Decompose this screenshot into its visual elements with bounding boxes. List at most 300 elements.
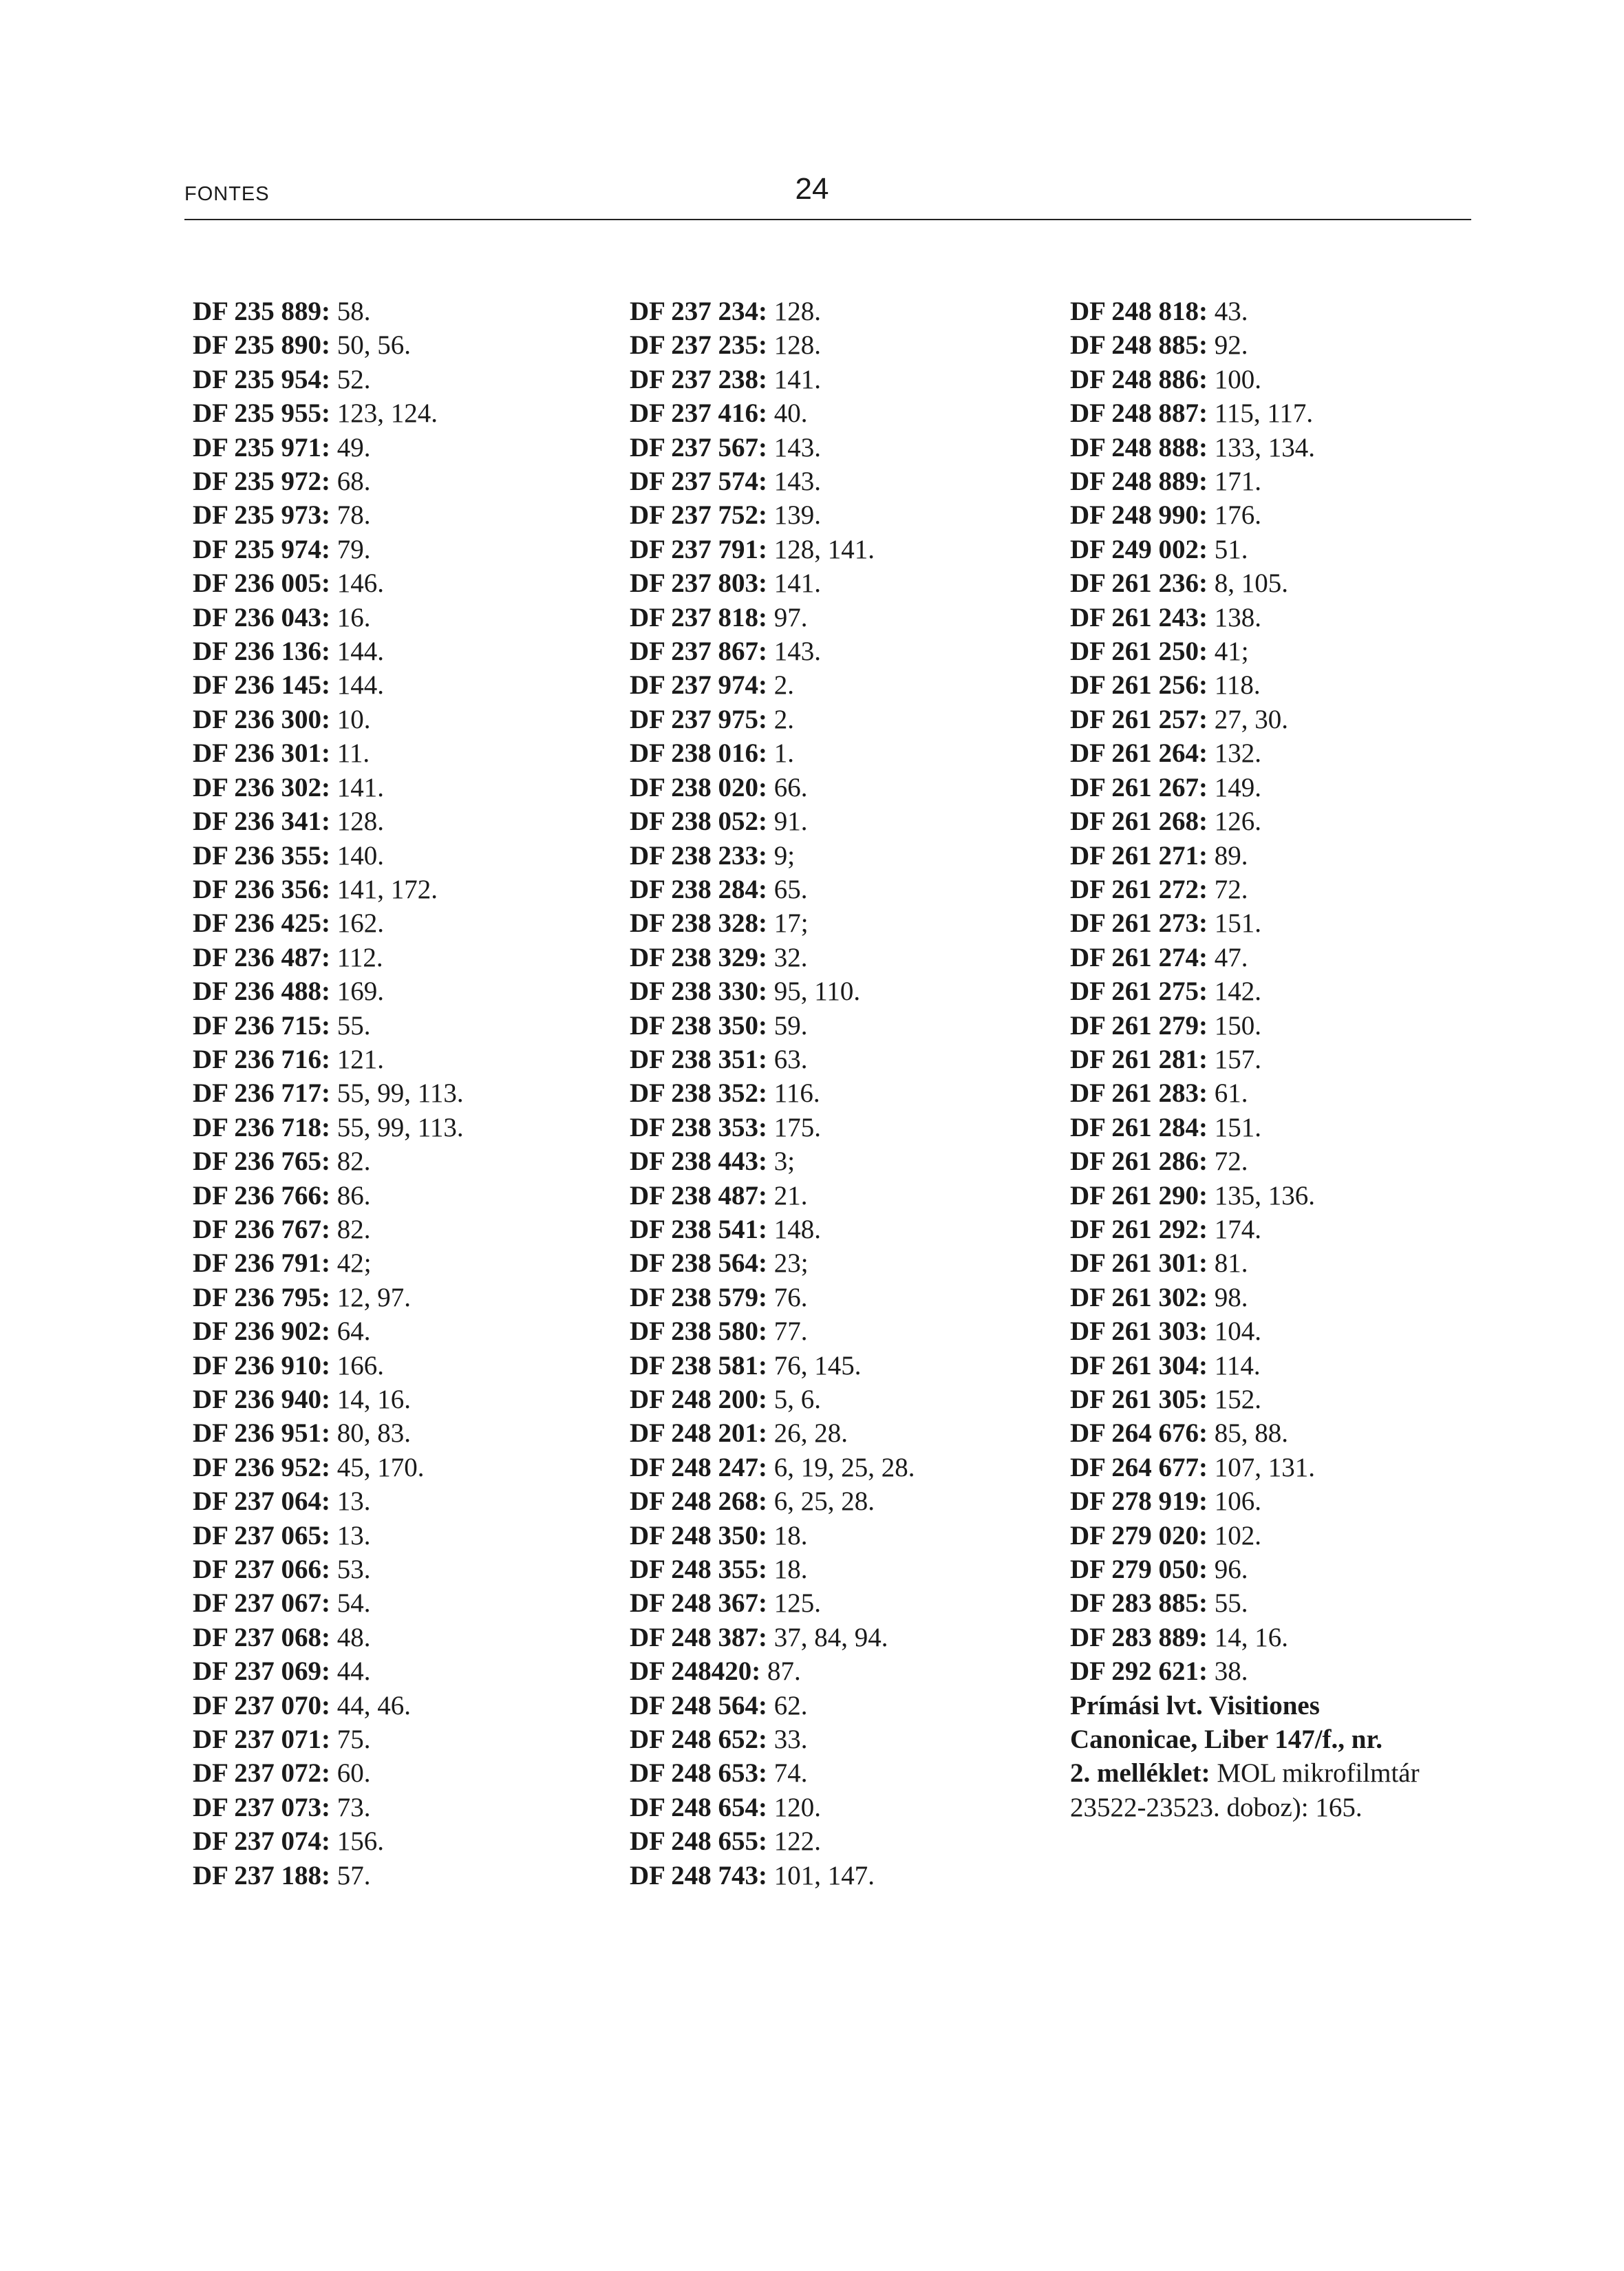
index-entry-pages: 6, 25, 28. — [767, 1486, 875, 1517]
index-entry — [193, 566, 592, 600]
index-entry-label: DF 238 351: — [630, 1044, 768, 1074]
index-entry-label: DF 261 272: — [1070, 874, 1208, 904]
index-entry-label: DF 248 818: — [1070, 297, 1208, 326]
index-entry-label: DF 236 145: — [193, 670, 331, 701]
index-entry-label: DF 248 888: — [1070, 432, 1208, 462]
index-entry — [193, 1349, 592, 1383]
index-entry-label: DF 238 353: — [630, 1112, 768, 1142]
index-entry-pages: 128. — [767, 297, 822, 326]
index-entry-pages: 152. — [1208, 1385, 1262, 1414]
index-entry-pages: 14, 16. — [1208, 1622, 1289, 1652]
index-entry — [1070, 465, 1510, 498]
index-entry-pages: 120. — [767, 1792, 822, 1822]
index-entry-pages: 139. — [767, 500, 822, 531]
index-entry-pages: 97. — [767, 602, 808, 632]
index-entry-pages: 151. — [1208, 908, 1262, 939]
index-entry — [1070, 1111, 1510, 1144]
index-entry — [630, 736, 1056, 770]
index-entry-label: DF 238 233: — [630, 840, 768, 871]
index-entry-label: DF 283 889: — [1070, 1622, 1208, 1652]
index-entry — [193, 1111, 592, 1144]
index-entry-pages: 144. — [330, 637, 385, 667]
index-entry-pages: 144. — [330, 670, 385, 701]
index-entry-label: DF 261 303: — [1070, 1316, 1208, 1347]
index-entry-pages: 151. — [1208, 1112, 1262, 1142]
index-entry-label: DF 236 791: — [193, 1248, 331, 1279]
index-entry-pages: 87. — [760, 1656, 801, 1687]
index-entry — [1070, 974, 1510, 1008]
index-column-3 — [1070, 295, 1510, 1824]
index-entry — [630, 974, 1056, 1008]
index-entry-pages: 21. — [767, 1180, 808, 1211]
index-entry — [193, 328, 592, 362]
index-entry — [630, 873, 1056, 906]
index-entry-pages: 40. — [767, 398, 808, 429]
index-entry — [1070, 1314, 1510, 1348]
index-entry — [193, 635, 592, 668]
index-entry-pages: 149. — [1208, 772, 1262, 802]
index-entry-label: DF 238 487: — [630, 1180, 768, 1211]
primasi-entry-line-3: 2. melléklet: MOL mikrofilmtár — [1070, 1758, 1420, 1789]
index-entry-pages: 55. — [1208, 1588, 1248, 1619]
index-entry-pages: 10. — [330, 704, 371, 734]
index-entry-label: DF 237 070: — [193, 1690, 331, 1720]
index-entry-pages: 123, 124. — [330, 398, 438, 429]
index-entry-label: DF 279 020: — [1070, 1520, 1208, 1550]
index-entry — [193, 1009, 592, 1043]
index-entry-pages: 52. — [330, 364, 371, 394]
index-entry — [630, 839, 1056, 873]
index-entry-label: DF 283 885: — [1070, 1588, 1208, 1619]
index-entry-pages: 77. — [767, 1316, 808, 1347]
index-entry-label: DF 238 564: — [630, 1248, 768, 1279]
index-entry-pages: 8, 105. — [1208, 568, 1289, 599]
index-entry — [630, 1246, 1056, 1280]
index-entry — [1070, 1484, 1510, 1518]
index-entry-pages: 101, 147. — [767, 1860, 875, 1890]
index-entry-label: DF 237 791: — [630, 534, 768, 564]
index-entry-label: DF 279 050: — [1070, 1555, 1208, 1585]
index-entry — [193, 601, 592, 635]
index-entry-pages: 54. — [330, 1588, 371, 1619]
index-entry-pages: 82. — [330, 1147, 371, 1177]
index-entry-pages: 143. — [767, 467, 822, 497]
index-entry — [630, 771, 1056, 804]
index-entry — [630, 1824, 1056, 1858]
index-entry-pages: 27, 30. — [1208, 704, 1289, 734]
index-entry-pages: 91. — [767, 807, 808, 837]
index-entry-label: DF 236 488: — [193, 977, 331, 1007]
index-entry-pages: 143. — [767, 637, 822, 667]
index-entry-label: DF 235 974: — [193, 534, 331, 564]
index-entry — [630, 533, 1056, 566]
index-entry-label: DF 248 655: — [630, 1826, 768, 1857]
index-entry — [630, 1314, 1056, 1348]
index-entry-pages: 112. — [330, 942, 383, 972]
index-entry-label: DF 278 919: — [1070, 1486, 1208, 1517]
index-entry — [630, 1349, 1056, 1383]
index-entry-label: DF 248 652: — [630, 1725, 768, 1755]
index-entry-label: DF 248 743: — [630, 1860, 768, 1890]
index-entry-pages: 106. — [1208, 1486, 1262, 1517]
index-entry-label: DF 236 765: — [193, 1147, 331, 1177]
index-entry — [193, 1213, 592, 1246]
index-entry-label: DF 261 256: — [1070, 670, 1208, 701]
index-entry-pages: 66. — [767, 772, 808, 802]
index-entry — [193, 1689, 592, 1723]
primasi-entry-line-4: 23522-23523. doboz): 165. — [1070, 1792, 1363, 1822]
index-entry-pages: 141. — [767, 364, 822, 394]
index-entry — [193, 465, 592, 498]
index-entry-label: DF 248 201: — [630, 1418, 768, 1449]
index-entry-label: DF 236 767: — [193, 1214, 331, 1244]
index-entry — [630, 363, 1056, 396]
index-entry-label: DF 238 580: — [630, 1316, 768, 1347]
index-entry-pages: 100. — [1208, 364, 1262, 394]
index-entry — [630, 1144, 1056, 1178]
index-entry — [630, 1723, 1056, 1756]
index-entry — [193, 906, 592, 940]
index-entry-pages: 102. — [1208, 1520, 1262, 1550]
index-entry-pages: 175. — [767, 1112, 822, 1142]
index-entry-label: DF 237 974: — [630, 670, 768, 701]
index-entry-pages: 128, 141. — [767, 534, 875, 564]
index-entry-label: DF 248 887: — [1070, 398, 1208, 429]
index-entry-label: DF 236 487: — [193, 942, 331, 972]
index-entry-pages: 50, 56. — [330, 330, 412, 361]
index-entry-pages: 157. — [1208, 1044, 1262, 1074]
index-entry-pages: 82. — [330, 1214, 371, 1244]
index-entry-pages: 122. — [767, 1826, 822, 1857]
index-column-3-entries — [1070, 295, 1510, 1689]
index-entry-pages: 55. — [330, 1010, 371, 1041]
index-entry-label: DF 237 067: — [193, 1588, 331, 1619]
index-entry-label: DF 261 250: — [1070, 637, 1208, 667]
index-entry-pages: 64. — [330, 1316, 371, 1347]
index-entry — [630, 295, 1056, 328]
index-entry-pages: 43. — [1208, 297, 1248, 326]
index-entry-pages: 41; — [1208, 637, 1249, 667]
index-entry-label: DF 237 234: — [630, 297, 768, 326]
index-entry-pages: 1. — [767, 738, 795, 769]
index-entry-label: DF 236 716: — [193, 1044, 331, 1074]
index-entry — [193, 1756, 592, 1790]
index-entry-pages: 76. — [767, 1282, 808, 1312]
index-entry-pages: 141, 172. — [330, 874, 438, 904]
page-number: 24 — [795, 172, 829, 206]
index-entry-label: DF 261 290: — [1070, 1180, 1208, 1211]
index-entry — [193, 1416, 592, 1450]
index-entry-label: DF 261 267: — [1070, 772, 1208, 802]
index-entry — [1070, 941, 1510, 974]
index-entry-pages: 33. — [767, 1725, 808, 1755]
index-entry-pages: 12, 97. — [330, 1282, 412, 1312]
index-entry-pages: 72. — [1208, 1147, 1248, 1177]
index-entry — [630, 1281, 1056, 1314]
index-entry-pages: 23; — [767, 1248, 809, 1279]
index-entry-pages: 141. — [767, 568, 822, 599]
index-entry-pages: 42; — [330, 1248, 372, 1279]
index-entry-pages: 115, 117. — [1208, 398, 1314, 429]
index-entry — [193, 1824, 592, 1858]
index-entry-label: DF 237 867: — [630, 637, 768, 667]
index-entry — [193, 839, 592, 873]
index-entry-pages: 148. — [767, 1214, 822, 1244]
index-entry — [193, 1621, 592, 1654]
index-entry — [193, 1723, 592, 1756]
index-entry-label: DF 261 286: — [1070, 1147, 1208, 1177]
index-entry — [193, 941, 592, 974]
index-entry-pages: 32. — [767, 942, 808, 972]
index-entry — [193, 1586, 592, 1620]
index-entry-pages: 5, 6. — [767, 1385, 822, 1414]
index-entry — [193, 1553, 592, 1586]
running-header: FONTES — [184, 183, 270, 205]
index-entry-label: DF 261 274: — [1070, 942, 1208, 972]
index-entry — [1070, 1213, 1510, 1246]
index-entry-label: DF 236 136: — [193, 637, 331, 667]
index-entry-pages: 76, 145. — [767, 1350, 862, 1380]
index-entry — [630, 1791, 1056, 1824]
index-entry — [193, 1043, 592, 1076]
index-entry-pages: 16. — [330, 602, 371, 632]
index-entry-pages: 68. — [330, 467, 371, 497]
index-entry-pages: 6, 19, 25, 28. — [767, 1452, 915, 1482]
header-rule — [184, 219, 1471, 220]
index-entry-label: DF 236 341: — [193, 807, 331, 837]
index-entry-pages: 150. — [1208, 1010, 1262, 1041]
index-entry-label: DF 237 235: — [630, 330, 768, 361]
primasi-entry-line-2: Canonicae, Liber 147/f., nr. — [1070, 1725, 1382, 1755]
index-entry — [193, 1519, 592, 1553]
index-entry-pages: 116. — [767, 1078, 820, 1109]
index-entry-pages: 169. — [330, 977, 385, 1007]
index-entry-pages: 146. — [330, 568, 385, 599]
index-entry-pages: 55, 99, 113. — [330, 1112, 464, 1142]
index-entry-label: DF 237 073: — [193, 1792, 331, 1822]
index-entry-pages: 89. — [1208, 840, 1248, 871]
index-entry — [1070, 566, 1510, 600]
index-entry — [193, 873, 592, 906]
index-entry — [193, 295, 592, 328]
index-entry — [630, 906, 1056, 940]
index-entry — [1070, 363, 1510, 396]
index-entry — [1070, 873, 1510, 906]
index-entry-label: DF 238 329: — [630, 942, 768, 972]
index-entry-pages: 121. — [330, 1044, 385, 1074]
index-entry — [630, 396, 1056, 430]
index-entry-label: DF 237 071: — [193, 1725, 331, 1755]
index-entry-pages: 26, 28. — [767, 1418, 848, 1449]
index-entry — [193, 771, 592, 804]
index-entry-label: DF 237 188: — [193, 1860, 331, 1890]
index-entry — [1070, 1519, 1510, 1553]
index-entry-label: DF 248 990: — [1070, 500, 1208, 531]
index-entry-pages: 142. — [1208, 977, 1262, 1007]
index-entry-pages: 55, 99, 113. — [330, 1078, 464, 1109]
index-entry-label: DF 237 803: — [630, 568, 768, 599]
index-entry-label: DF 292 621: — [1070, 1656, 1208, 1687]
index-entry-label: DF 248 654: — [630, 1792, 768, 1822]
index-entry-label: DF 261 281: — [1070, 1044, 1208, 1074]
index-entry-label: DF 236 355: — [193, 840, 331, 871]
index-entry-pages: 51. — [1208, 534, 1248, 564]
index-entry — [630, 328, 1056, 362]
index-entry — [630, 1213, 1056, 1246]
index-entry-pages: 92. — [1208, 330, 1248, 361]
index-entry-pages: 58. — [330, 297, 371, 326]
index-entry-pages: 63. — [767, 1044, 808, 1074]
index-entry-label: DF 236 902: — [193, 1316, 331, 1347]
index-entry — [630, 465, 1056, 498]
index-entry — [193, 1791, 592, 1824]
index-entry-pages: 176. — [1208, 500, 1262, 531]
index-entry-label: DF 261 236: — [1070, 568, 1208, 599]
index-entry — [193, 1076, 592, 1110]
index-entry-pages: 47. — [1208, 942, 1248, 972]
index-entry-label: DF 237 238: — [630, 364, 768, 394]
index-entry-label: DF 238 443: — [630, 1147, 768, 1177]
index-entry-label: DF 236 795: — [193, 1282, 331, 1312]
index-entry-label: DF 236 910: — [193, 1350, 331, 1380]
index-entry-label: DF 264 677: — [1070, 1452, 1208, 1482]
index-entry — [193, 804, 592, 838]
index-entry — [630, 1451, 1056, 1484]
index-entry-label: DF 238 579: — [630, 1282, 768, 1312]
index-entry — [630, 1484, 1056, 1518]
index-entry-pages: 49. — [330, 432, 371, 462]
index-entry-label: DF 237 574: — [630, 467, 768, 497]
index-entry-pages: 86. — [330, 1180, 371, 1211]
index-entry — [1070, 295, 1510, 328]
index-entry-pages: 37, 84, 94. — [767, 1622, 888, 1652]
index-entry-pages: 73. — [330, 1792, 371, 1822]
index-entry-pages: 125. — [767, 1588, 822, 1619]
index-entry-label: DF 248 367: — [630, 1588, 768, 1619]
index-entry-pages: 2. — [767, 704, 795, 734]
index-entry — [630, 498, 1056, 532]
index-entry — [1070, 906, 1510, 940]
index-entry-label: DF 248 889: — [1070, 467, 1208, 497]
index-entry-label: DF 237 069: — [193, 1656, 331, 1687]
index-entry — [193, 1179, 592, 1213]
index-entry — [630, 1043, 1056, 1076]
index-entry-label: DF 236 356: — [193, 874, 331, 904]
index-entry — [193, 1281, 592, 1314]
index-entry-label: DF 235 973: — [193, 500, 331, 531]
index-entry — [1070, 1144, 1510, 1178]
index-entry — [1070, 1076, 1510, 1110]
primasi-entry-line-1: Prímási lvt. Visitiones — [1070, 1690, 1320, 1720]
index-entry-label: DF 249 002: — [1070, 534, 1208, 564]
index-entry — [1070, 1281, 1510, 1314]
index-entry — [193, 1451, 592, 1484]
index-entry-pages: 44. — [330, 1656, 371, 1687]
index-entry-pages: 9; — [767, 840, 795, 871]
index-entry-label: DF 235 971: — [193, 432, 331, 462]
index-entry — [193, 668, 592, 702]
index-entry-label: DF 261 284: — [1070, 1112, 1208, 1142]
index-entry-label: DF 237 416: — [630, 398, 768, 429]
index-entry-pages: 62. — [767, 1690, 808, 1720]
index-entry-pages: 44, 46. — [330, 1690, 412, 1720]
index-entry-label: DF 238 328: — [630, 908, 768, 939]
index-entry-pages: 75. — [330, 1725, 371, 1755]
index-entry-pages: 59. — [767, 1010, 808, 1041]
index-entry-label: DF 261 305: — [1070, 1385, 1208, 1414]
index-entry — [1070, 1179, 1510, 1213]
index-entry-label: DF 261 301: — [1070, 1248, 1208, 1279]
index-entry-pages: 65. — [767, 874, 808, 904]
index-column-1 — [193, 295, 592, 1893]
index-entry-label: DF 238 350: — [630, 1010, 768, 1041]
index-column-2 — [630, 295, 1056, 1893]
index-entry-label: DF 236 766: — [193, 1180, 331, 1211]
index-entry-label: DF 236 425: — [193, 908, 331, 939]
index-entry — [193, 431, 592, 465]
index-entry-label: DF 248 885: — [1070, 330, 1208, 361]
index-entry-pages: 143. — [767, 432, 822, 462]
index-entry-label: DF 237 072: — [193, 1758, 331, 1789]
index-entry-label: DF 248 355: — [630, 1555, 768, 1585]
index-entry — [1070, 804, 1510, 838]
index-entry-pages: 38. — [1208, 1656, 1248, 1687]
index-entry — [630, 668, 1056, 702]
index-entry-label: DF 235 954: — [193, 364, 331, 394]
index-entry — [630, 703, 1056, 736]
index-entry-label: DF 236 005: — [193, 568, 331, 599]
index-entry-pages: 85, 88. — [1208, 1418, 1289, 1449]
index-entry — [630, 566, 1056, 600]
index-entry — [1070, 1621, 1510, 1654]
index-entry-pages: 135, 136. — [1208, 1180, 1316, 1211]
index-entry-label: DF 236 951: — [193, 1418, 331, 1449]
index-entry-label: DF 237 074: — [193, 1826, 331, 1857]
index-entry — [1070, 1246, 1510, 1280]
index-entry-label: DF 237 066: — [193, 1555, 331, 1585]
index-entry-pages: 14, 16. — [330, 1385, 412, 1414]
index-entry — [193, 1246, 592, 1280]
index-entry-pages: 13. — [330, 1520, 371, 1550]
index-entry-label: DF 261 292: — [1070, 1214, 1208, 1244]
index-entry — [630, 1654, 1056, 1688]
index-entry-pages: 57. — [330, 1860, 371, 1890]
index-entry — [1070, 668, 1510, 702]
index-entry-pages: 74. — [767, 1758, 808, 1789]
index-entry-label: DF 236 300: — [193, 704, 331, 734]
index-entry-label: DF 237 752: — [630, 500, 768, 531]
index-entry — [630, 941, 1056, 974]
index-entry — [1070, 1383, 1510, 1416]
index-entry — [630, 635, 1056, 668]
index-entry-label: DF 235 972: — [193, 467, 331, 497]
index-entry — [193, 703, 592, 736]
index-entry-label: DF 235 890: — [193, 330, 331, 361]
index-entry-pages: 3; — [767, 1147, 795, 1177]
index-entry-label: DF 237 068: — [193, 1622, 331, 1652]
index-entry — [630, 1076, 1056, 1110]
index-entry — [630, 804, 1056, 838]
index-entry-label: DF 238 581: — [630, 1350, 768, 1380]
index-entry-pages: 114. — [1208, 1350, 1261, 1380]
index-entry-pages: 78. — [330, 500, 371, 531]
index-entry — [630, 1586, 1056, 1620]
index-entry-pages: 80, 83. — [330, 1418, 412, 1449]
index-entry-label: DF 261 302: — [1070, 1282, 1208, 1312]
index-entry-label: DF 248 387: — [630, 1622, 768, 1652]
index-entry-label: DF 248 886: — [1070, 364, 1208, 394]
index-entry — [1070, 1349, 1510, 1383]
